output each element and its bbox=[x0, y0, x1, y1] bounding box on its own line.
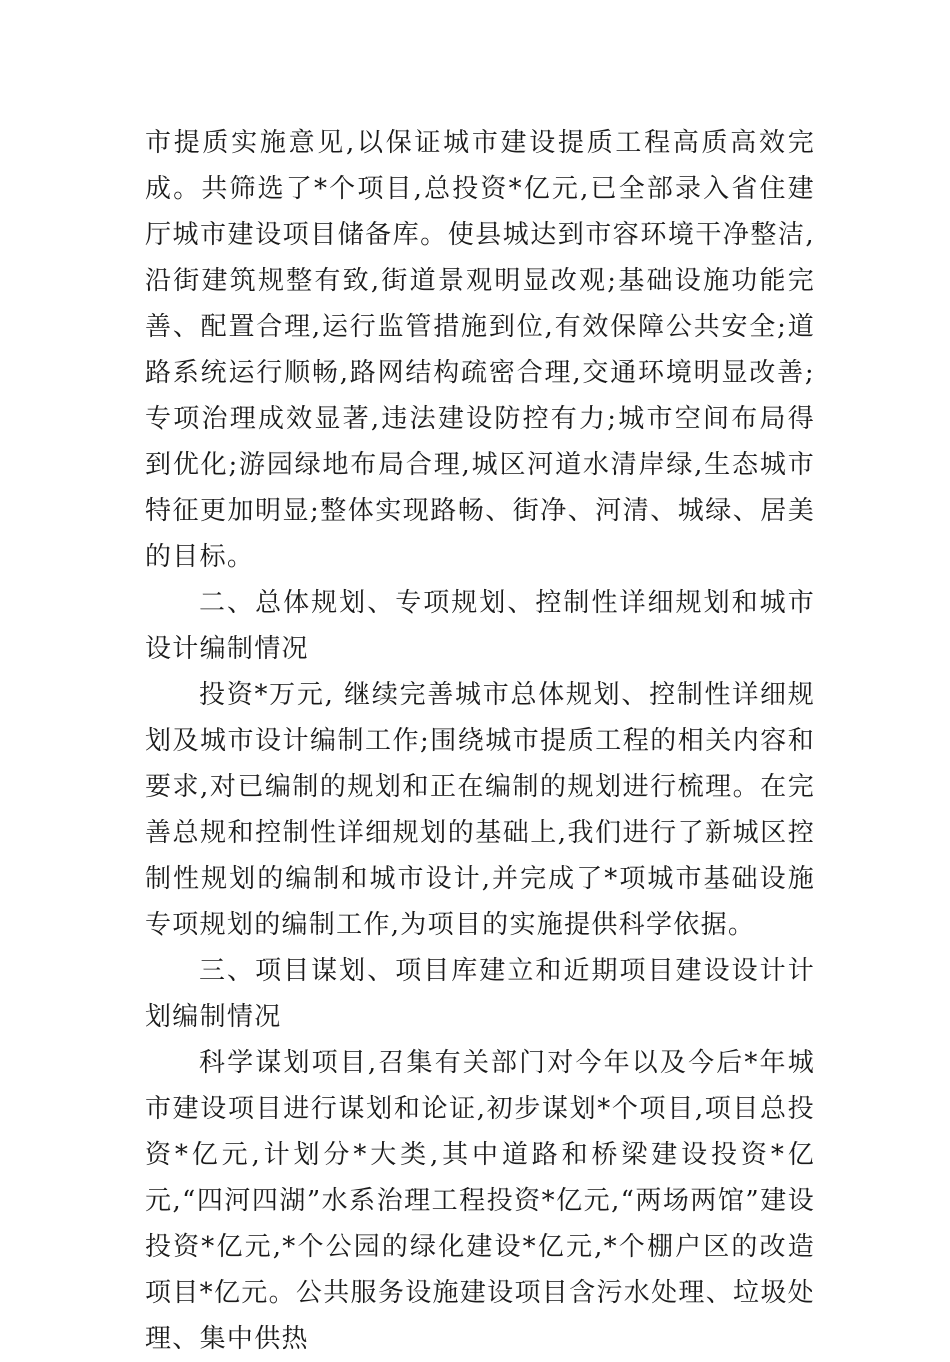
paragraph-continuation: 市提质实施意见,以保证城市建设提质工程高质高效完成。共筛选了*个项目,总投资*亿元,已全部录入省住建厅城市建设项目储备库。使县城达到市容环境干净整洁,沿街建筑规整有致,街道景观明显改观;基础设施功能完善、配置合理,运行监管措施到位,有效保障公共安全;道路系统运行顺畅,路网结构疏密合理,交通环境明显改善;专项治理成效显著,违法建设防控有力;城市空间布局得到优化;游园绿地布局合理,城区河道水清岸绿,生态城市特征更加明显;整体实现路畅、街净、河清、城绿、居美的目标。 bbox=[145, 128, 815, 572]
section-heading-2: 二、总体规划、专项规划、控制性详细规划和城市设计编制情况 bbox=[145, 588, 815, 664]
paragraph-planning: 投资*万元, 继续完善城市总体规划、控制性详细规划及城市设计编制工作;围绕城市提质工程的相关内容和要求,对已编制的规划和正在编制的规划进行梳理。在完善总规和控制性详细规划的基础上,我们进行了新城区控制性规划的编制和城市设计,并完成了*项城市基础设施专项规划的编制工作,为项目的实施提供科学依据。 bbox=[145, 680, 815, 940]
document-body bbox=[145, 120, 815, 1362]
section-heading-3: 三、项目谋划、项目库建立和近期项目建设设计计划编制情况 bbox=[145, 956, 815, 1032]
paragraph-projects: 科学谋划项目,召集有关部门对今年以及今后*年城市建设项目进行谋划和论证,初步谋划*个项目,项目总投资*亿元,计划分*大类,其中道路和桥梁建设投资*亿元,“四河四湖”水系治理工程投资*亿元,“两场两馆”建设投资*亿元,*个公园的绿化建设*亿元,*个棚户区的改造项目*亿元。公共服务设施建设项目含污水处理、垃圾处理、集中供热 bbox=[145, 1048, 815, 1354]
